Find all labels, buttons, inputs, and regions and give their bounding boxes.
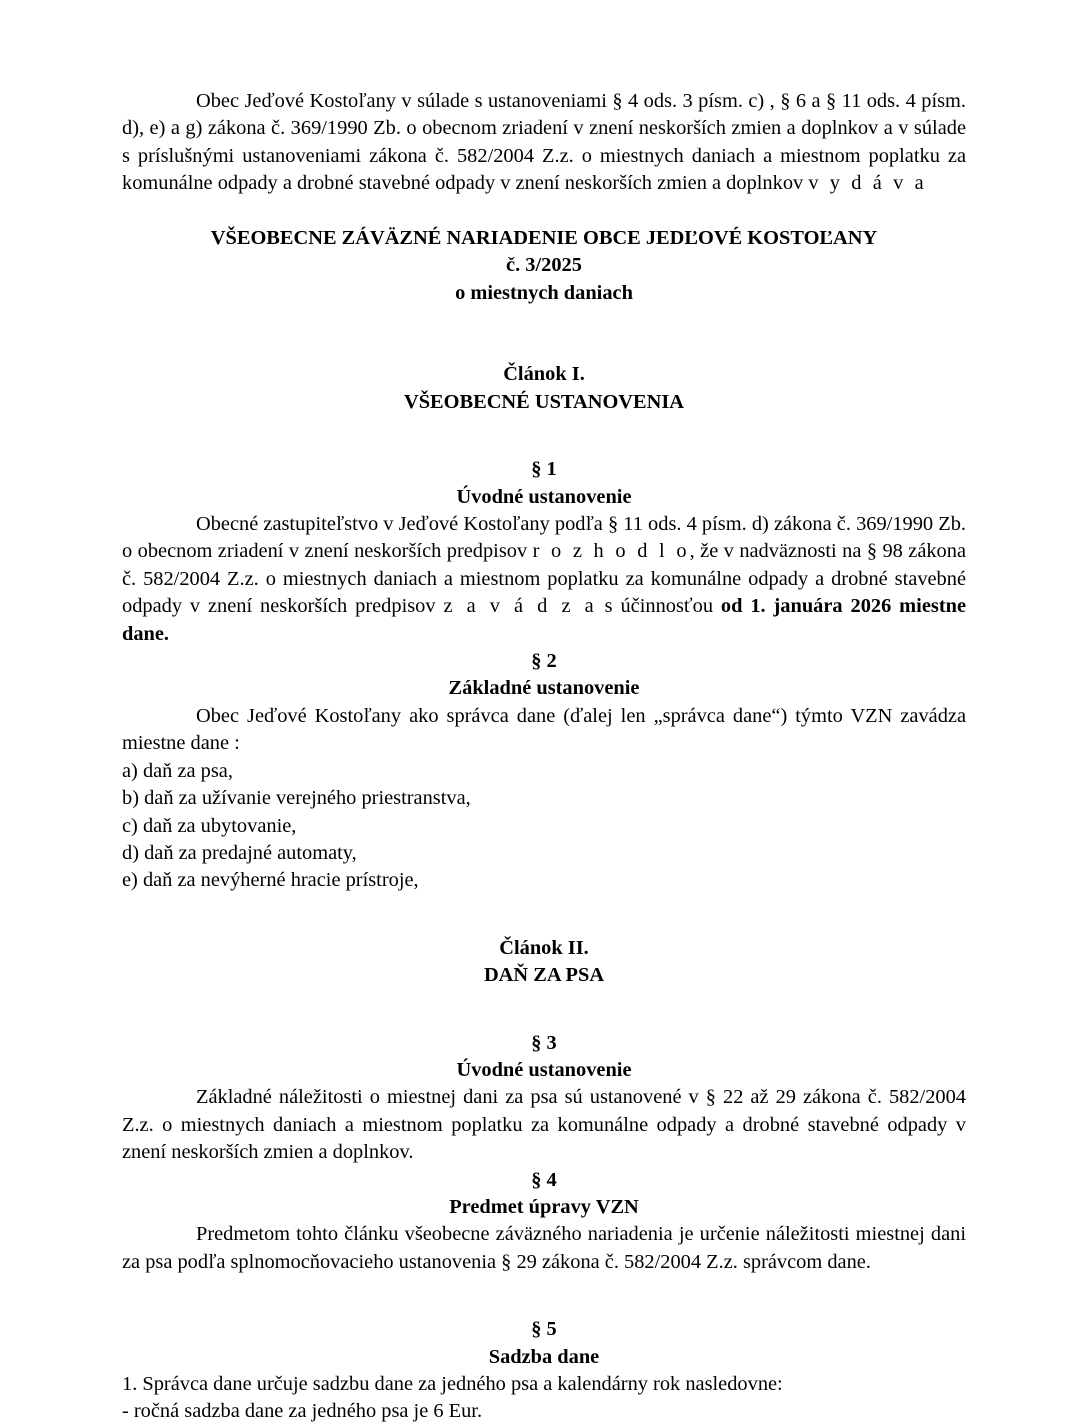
- spacer: [122, 334, 966, 361]
- article-2-label: Článok II.: [499, 936, 589, 959]
- par-4-number: § 4: [531, 1168, 557, 1191]
- par-2-heading: [122, 648, 966, 703]
- par-3-heading: [122, 1030, 966, 1085]
- document-title-line-1: VŠEOBECNE ZÁVÄZNÉ NARIADENIE OBCE JEDĽOVÉ KOSTOĽANY: [210, 226, 878, 249]
- intro-paragraph: [122, 88, 966, 198]
- list-item: c) daň za ubytovanie,: [122, 814, 297, 837]
- spacer: [122, 990, 966, 1017]
- par-3-title: Úvodné ustanovenie: [456, 1058, 632, 1081]
- par-4-title: Predmet úpravy VZN: [449, 1195, 639, 1218]
- list-item: d) daň za predajné automaty,: [122, 841, 357, 864]
- spacer: [122, 922, 966, 935]
- article-1-heading: [122, 361, 966, 416]
- intro-verb-spaced: v y d á v a: [808, 172, 927, 195]
- spacer: [122, 895, 966, 922]
- par-2-body: Obec Jeďové Kostoľany ako správca dane (ďalej len „správca dane“) týmto VZN zavádza miestne dane :: [122, 704, 966, 755]
- article-2-heading: [122, 935, 966, 990]
- spacer: [122, 1303, 966, 1316]
- spacer: [122, 1017, 966, 1030]
- par-5-heading: [122, 1316, 966, 1371]
- par-1-body: [122, 511, 966, 648]
- list-item: e) daň za nevýherné hracie prístroje,: [122, 869, 419, 892]
- par-5-title: Sadzba dane: [488, 1345, 600, 1368]
- list-item: b) daň za užívanie verejného priestranstva,: [122, 787, 471, 810]
- document-title: [122, 225, 966, 308]
- spacer: [122, 1276, 966, 1303]
- document-title-line-2: č. 3/2025: [506, 254, 582, 277]
- par-1-text-c: s účinnosťou: [596, 595, 721, 618]
- par-1-effective-date: od 1. januára 2026 miestne dane.: [122, 595, 967, 645]
- par-3-body: Základné náležitosti o miestnej dani za psa sú ustanovené v § 22 až 29 zákona č. 582/2004 Z.z. o miestnych daniach a miestnom poplatku za komunálne odpady a drobné stavebné odpady v znení neskorších zmien a doplnkov.: [122, 1086, 966, 1164]
- par-1-spaced-zavadza: z a v á d z a: [443, 595, 597, 618]
- document-body: [122, 88, 966, 1426]
- par-1-text-b: , že v nadväznosti na § 98 zákona č. 582/2004 Z.z. o miestnych daniach a miestnom poplatku za komunálne odpady a drobné stavebné odpady v znení neskorších predpisov: [122, 540, 967, 618]
- spacer: [122, 198, 966, 225]
- par-2-number: § 2: [531, 650, 557, 673]
- par-1-text-a: Obecné zastupiteľstvo v Jeďové Kostoľany podľa § 11 ods. 4 písm. d) zákona č. 369/1990 Zb. o obecnom zriadení v znení neskorších predpisov: [122, 513, 966, 563]
- article-1-label: Článok I.: [503, 363, 585, 386]
- par-4-body: Predmetom tohto článku všeobecne záväzného nariadenia je určenie náležitosti miestnej dani za psa podľa splnomocňovacieho ustanovenia § 29 zákona č. 582/2004 Z.z. správcom dane.: [122, 1223, 966, 1273]
- spacer: [122, 443, 966, 456]
- par-5-number: § 5: [531, 1318, 557, 1341]
- list-item: a) daň za psa,: [122, 759, 233, 782]
- spacer: [122, 307, 966, 334]
- intro-text: Obec Jeďové Kostoľany v súlade s ustanoveniami § 4 ods. 3 písm. c) , § 6 a § 11 ods. 4 písm. d), e) a g) zákona č. 369/1990 Zb. o obecnom zriadení v znení neskorších zmien a doplnkov a v súlade s príslušnými ustanoveniami zákona č. 582/2004 Z.z. o miestnych daniach a miestnom poplatku za komunálne odpady a drobné stavebné odpady v znení neskorších zmien a doplnkov: [122, 90, 966, 195]
- spacer: [122, 416, 966, 443]
- par-5-line-1: 1. Správca dane určuje sadzbu dane za jedného psa a kalendárny rok nasledovne:: [122, 1373, 783, 1395]
- document-title-line-3: o miestnych daniach: [455, 281, 633, 304]
- article-2-name: DAŇ ZA PSA: [483, 964, 605, 987]
- par-4-heading: [122, 1167, 966, 1222]
- par-1-spaced-rozhodlo: r o z h o d l o: [532, 540, 690, 563]
- par-1-heading: [122, 456, 966, 511]
- par-5-line-2: - ročná sadzba dane za jedného psa je 6 Eur.: [122, 1400, 483, 1423]
- par-3-number: § 3: [531, 1031, 557, 1054]
- par-1-number: § 1: [531, 458, 557, 481]
- par-2-title: Základné ustanovenie: [448, 677, 640, 700]
- par-1-title: Úvodné ustanovenie: [456, 485, 632, 508]
- article-1-name: VŠEOBECNÉ USTANOVENIA: [403, 390, 685, 413]
